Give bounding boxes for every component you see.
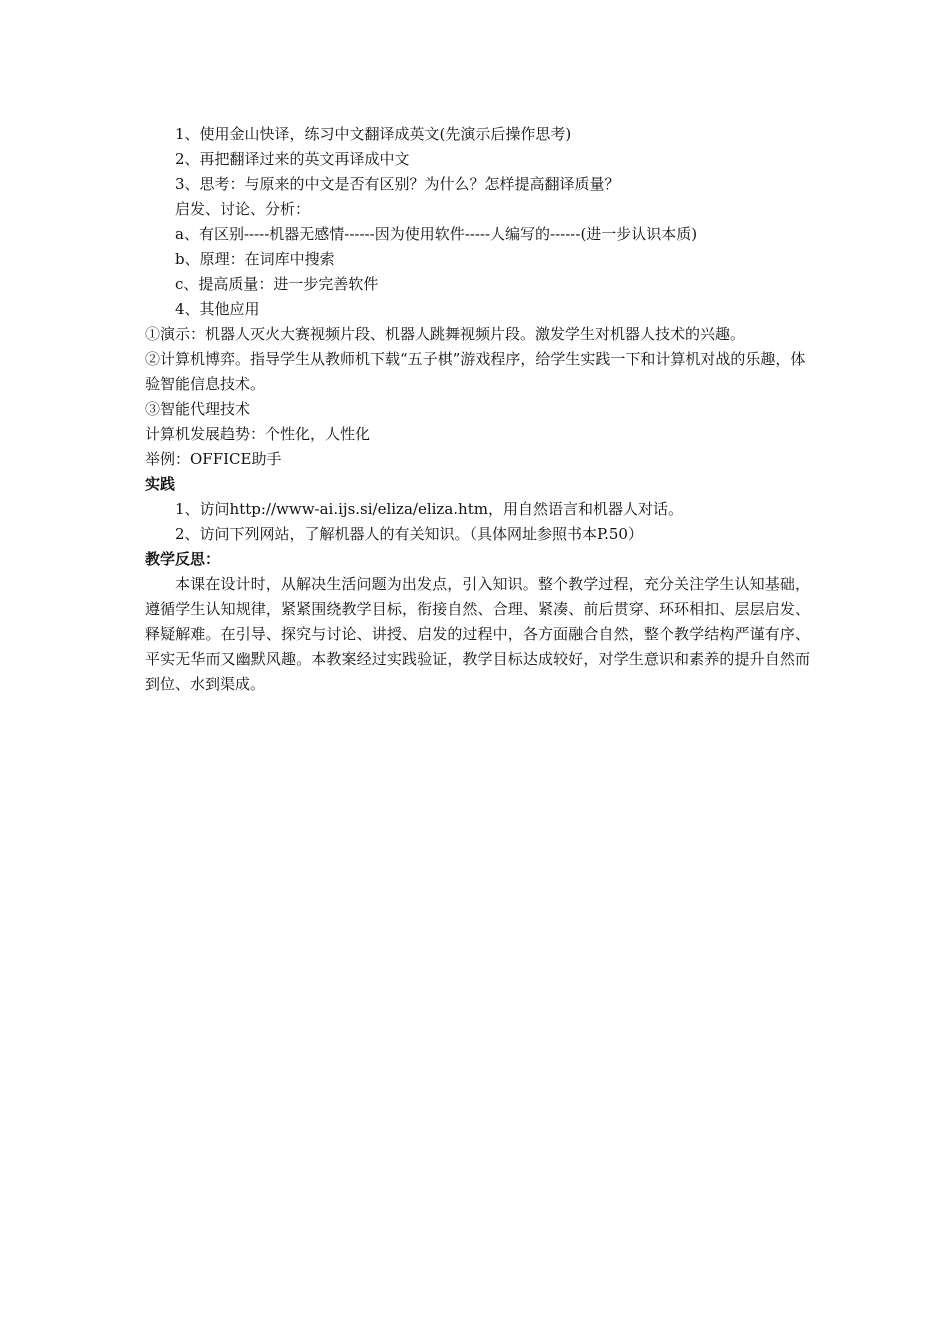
discussion-label: 启发、讨论、分析： [175, 200, 311, 218]
analysis-b: b、原理：在词库中搜索 [175, 250, 335, 268]
step-2: 2、再把翻译过来的英文再译成中文 [175, 150, 410, 168]
analysis-a: a、有区别-----机器无感情------因为使用软件-----人编写的------(进一步认识本质) [175, 225, 698, 243]
trend-item: 计算机发展趋势：个性化，人性化 [145, 425, 371, 443]
reflection-body: 本课在设计时，从解决生活问题为出发点，引入知识。整个教学过程，充分关注学生认知基础，遵循学生认知规律，紧紧围绕教学目标，衔接自然、合理、紧凑、前后贯穿、环环相扣、层层启发、释疑解难。在引导、探究与讨论、讲授、启发的过程中，各方面融合自然，整个教学结构严谨有序、平实无华而又幽默风趣。本教案经过实践验证，教学目标达成较好，对学生意识和素养的提升自然而到位、水到渠成。 [145, 575, 810, 693]
example-item: 举例：OFFICE助手 [145, 450, 282, 468]
step-3: 3、思考：与原来的中文是否有区别？为什么？怎样提高翻译质量？ [175, 175, 620, 193]
game-item: ②计算机博弈。指导学生从教师机下载“五子棋”游戏程序，给学生实践一下和计算机对战的乐趣，体验智能信息技术。 [145, 350, 806, 393]
document-page [145, 122, 810, 697]
practice-item-2: 2、访问下列网站，了解机器人的有关知识。（具体网址参照书本P.50） [175, 525, 643, 543]
practice-heading: 实践 [145, 475, 176, 493]
practice-item-1: 1、访问http://www-ai.ijs.si/eliza/eliza.htm，用自然语言和机器人对话。 [175, 500, 683, 518]
reflection-heading: 教学反思： [145, 550, 221, 568]
agent-item: ③智能代理技术 [145, 400, 251, 418]
analysis-c: c、提高质量：进一步完善软件 [175, 275, 379, 293]
other-applications: 4、其他应用 [175, 300, 260, 318]
step-1: 1、使用金山快译，练习中文翻译成英文(先演示后操作思考) [175, 125, 572, 143]
demo-item: ①演示：机器人灭火大赛视频片段、机器人跳舞视频片段。激发学生对机器人技术的兴趣。 [145, 325, 746, 343]
